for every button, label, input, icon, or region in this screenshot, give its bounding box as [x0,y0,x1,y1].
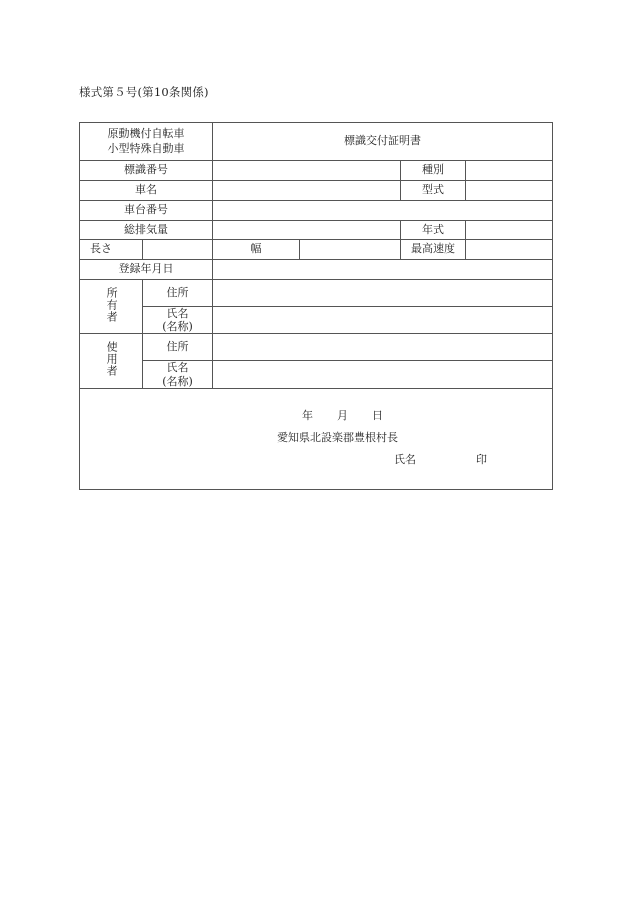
max-speed-label: 最高速度 [401,240,466,260]
header-row [80,123,553,161]
width-value[interactable] [300,240,401,260]
vehicle-type-small-special: 小型特殊自動車 [107,141,185,155]
footer-row [80,388,553,489]
type-label: 種別 [401,161,466,181]
user-address-row [80,334,553,361]
user-address-label: 住所 [143,334,213,361]
seal-mark: 印 [476,452,487,466]
chassis-number-value[interactable] [213,201,553,221]
length-value[interactable] [143,240,213,260]
displacement-label: 総排気量 [80,221,213,240]
owner-name-label: 氏名 [166,307,189,320]
user-name-value[interactable] [213,361,553,388]
owner-name-row [80,307,553,334]
user-label-cell [80,334,143,388]
owner-name-label-cell [143,307,213,334]
issuing-authority: 愛知県北設楽郡豊根村長 [277,430,398,444]
vehicle-name-row [80,181,553,201]
registration-date-row [80,260,553,280]
displacement-value[interactable] [213,221,401,240]
registration-date-label: 登録年月日 [80,260,213,280]
vehicle-name-label: 車名 [80,181,213,201]
user-name-row [80,361,553,388]
owner-address-value[interactable] [213,280,553,307]
issue-day-label: 日 [372,408,383,422]
certificate-form-table [79,122,553,490]
owner-name-corp-label: (名称) [162,320,193,334]
owner-address-row [80,280,553,307]
issue-date [302,409,383,423]
vehicle-type-moped: 原動機付自転車 [107,127,185,141]
model-year-value[interactable] [466,221,553,240]
plate-number-value[interactable] [213,161,401,181]
dimensions-row [80,240,553,260]
vehicle-types-cell [80,123,213,161]
owner-label: 所有者 [105,286,119,323]
owner-name-value[interactable] [213,307,553,334]
max-speed-value[interactable] [466,240,553,260]
plate-number-row [80,161,553,181]
model-label: 型式 [401,181,466,201]
owner-address-label: 住所 [143,280,213,307]
form-code: 様式第５号(第10条関係) [79,85,209,99]
chassis-number-label: 車台番号 [80,201,213,221]
registration-date-value[interactable] [213,260,553,280]
length-label: 長さ [80,240,143,260]
issuance-block [80,388,553,489]
user-name-corp-label: (名称) [162,374,193,388]
signer-name-label: 氏名 [394,452,416,466]
certificate-title: 標識交付証明書 [213,123,553,161]
user-name-label: 氏名 [166,361,189,375]
model-year-label: 年式 [401,221,466,240]
displacement-row [80,221,553,240]
user-name-label-cell [143,361,213,388]
issue-month-label: 月 [337,408,348,422]
type-value[interactable] [466,161,553,181]
plate-number-label: 標識番号 [80,161,213,181]
chassis-number-row [80,201,553,221]
user-label: 使用者 [105,340,119,377]
user-address-value[interactable] [213,334,553,361]
vehicle-name-value[interactable] [213,181,401,201]
model-value[interactable] [466,181,553,201]
width-label: 幅 [213,240,300,260]
issue-year-label: 年 [302,408,313,422]
owner-label-cell [80,280,143,334]
